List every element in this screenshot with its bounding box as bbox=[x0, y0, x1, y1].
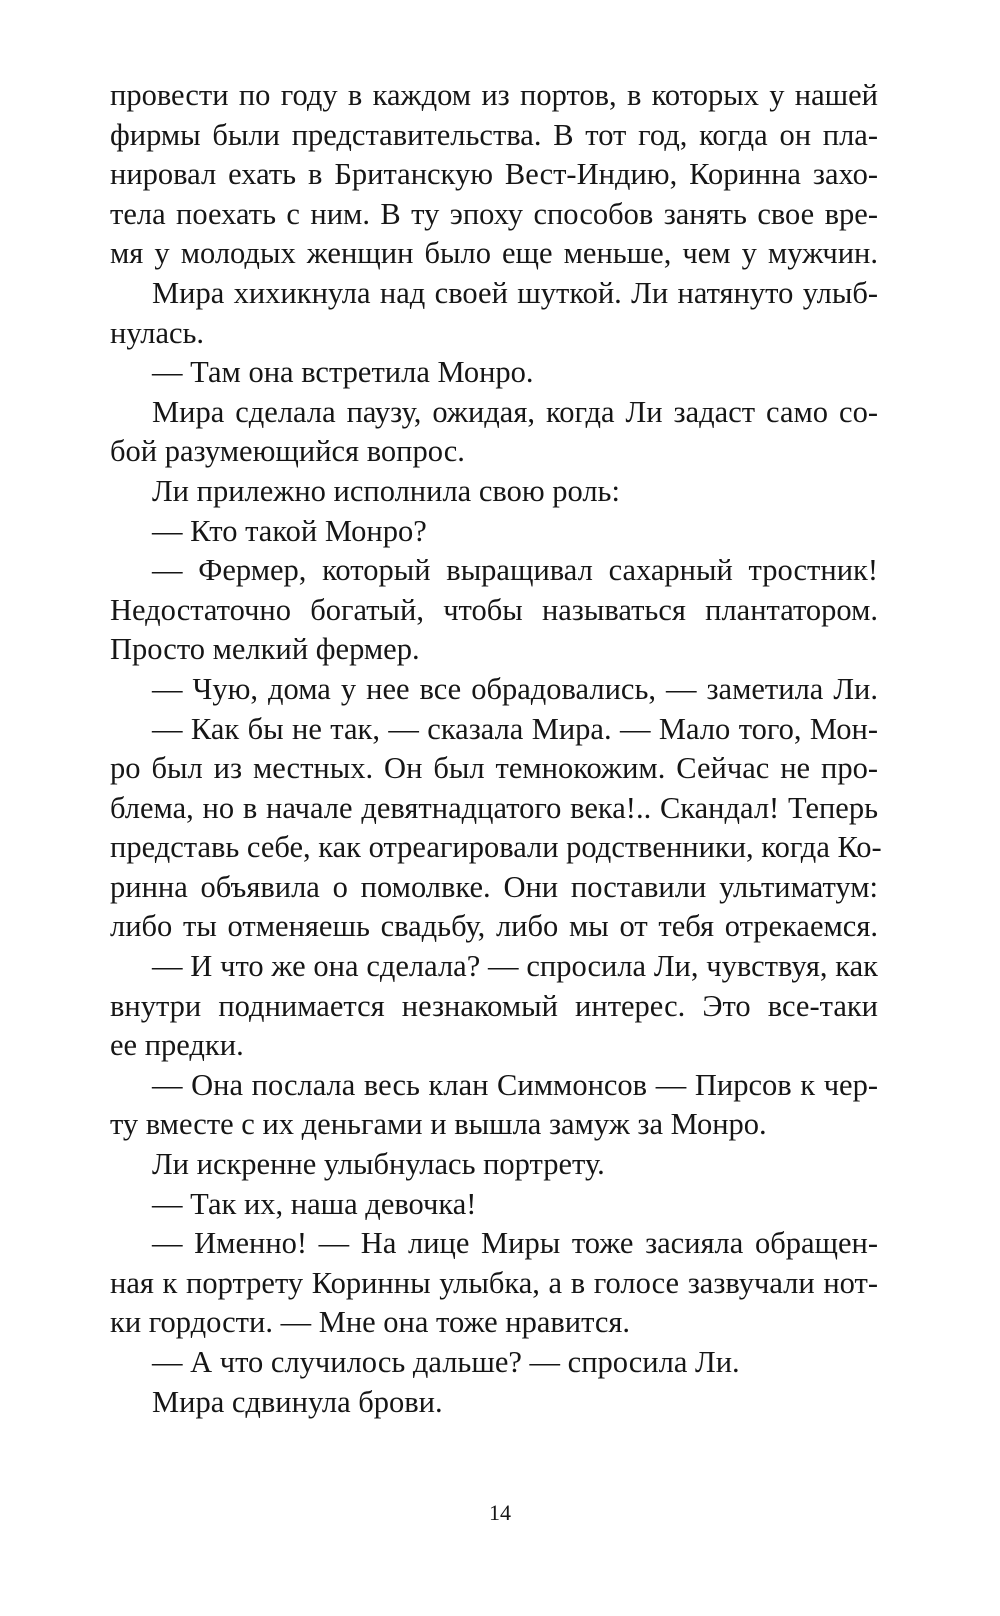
text-line: Мира сделала паузу, ожидая, когда Ли задаст само со- bbox=[152, 394, 878, 429]
text-line: либо ты отменяешь свадьбу, либо мы от тебя отрекаемся. bbox=[110, 909, 878, 944]
text-line: тела поехать с ним. В ту эпоху способов занять свое вре- bbox=[110, 196, 878, 231]
book-page-text bbox=[110, 76, 882, 1422]
text-line: Ли искренне улыбнулась портрету. bbox=[152, 1147, 605, 1182]
text-line: блема, но в начале девятнадцатого века!.. Скандал! Теперь bbox=[110, 790, 878, 825]
text-line: ро был из местных. Он был темнокожим. Сейчас не про- bbox=[110, 751, 878, 786]
text-line: фирмы были представительства. В тот год, когда он пла- bbox=[110, 117, 878, 152]
text-line: бой разумеющийся вопрос. bbox=[110, 434, 465, 469]
text-line: — И что же она сделала? — спросила Ли, чувствуя, как bbox=[152, 949, 878, 984]
text-line: Недостаточно богатый, чтобы называться плантатором. bbox=[110, 592, 878, 627]
text-line: Ли прилежно исполнила свою роль: bbox=[152, 473, 620, 508]
text-line: — Кто такой Монро? bbox=[152, 513, 427, 548]
text-line: мя у молодых женщин было еще меньше, чем у мужчин. bbox=[110, 236, 878, 271]
text-line: — Так их, наша девочка! bbox=[152, 1186, 477, 1221]
text-line: нулась. bbox=[110, 315, 205, 350]
text-line: Мира хихикнула над своей шуткой. Ли натянуто улыб- bbox=[152, 275, 878, 310]
text-line: Просто мелкий фермер. bbox=[110, 632, 420, 667]
text-line: — Именно! — На лице Миры тоже засияла обращен- bbox=[152, 1226, 878, 1261]
text-line: ки гордости. — Мне она тоже нравится. bbox=[110, 1305, 631, 1340]
text-line: ту вместе с их деньгами и вышла замуж за Монро. bbox=[110, 1107, 767, 1142]
text-line: ринна объявила о помолвке. Они поставили ультиматум: bbox=[110, 869, 878, 904]
text-line: внутри поднимается незнакомый интерес. Это все-таки bbox=[110, 988, 878, 1023]
text-line: — Там она встретила Монро. bbox=[152, 355, 534, 390]
text-line: провести по году в каждом из портов, в которых у нашей bbox=[110, 78, 878, 112]
text-line: — Чую, дома у нее все обрадовались, — заметила Ли. bbox=[152, 671, 878, 706]
page-number: 14 bbox=[489, 1500, 511, 1525]
text-line: ее предки. bbox=[110, 1028, 244, 1063]
text-line: ная к портрету Коринны улыбка, а в голосе зазвучали нот- bbox=[110, 1265, 878, 1300]
text-line: — Как бы не так, — сказала Мира. — Мало того, Мон- bbox=[152, 711, 878, 746]
text-line: нировал ехать в Британскую Вест-Индию, Коринна захо- bbox=[110, 157, 878, 192]
text-line: Мира сдвинула брови. bbox=[152, 1384, 443, 1419]
text-line: — А что случилось дальше? — спросила Ли. bbox=[152, 1345, 740, 1379]
text-line: — Она послала весь клан Симмонсов — Пирсов к чер- bbox=[152, 1067, 878, 1102]
text-line: — Фермер, который выращивал сахарный тростник! bbox=[152, 553, 878, 588]
text-line: представь себе, как отреагировали родственники, когда Ко- bbox=[110, 830, 882, 865]
